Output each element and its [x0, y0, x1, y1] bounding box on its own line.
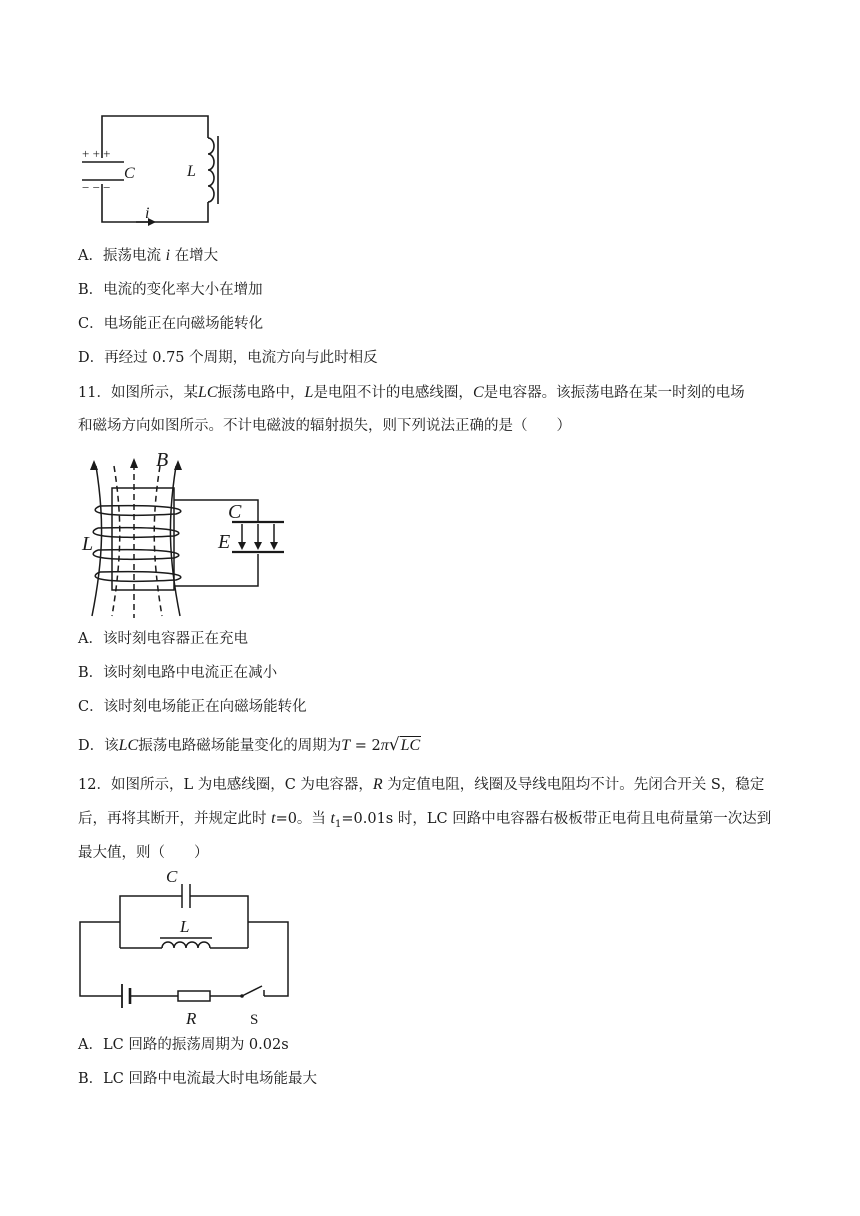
q10-option-b: B．电流的变化率大小在增加	[78, 282, 263, 298]
coil-capacitor-figure-q11	[76, 446, 288, 618]
e-field-label: E	[218, 531, 231, 553]
q12-option-a: A．LC 回路的振荡周期为 0.02s	[78, 1037, 289, 1053]
capacitor-plus-signs: + + +	[82, 146, 111, 161]
q12-stem-line2: 后，再将其断开，并规定此时 t=0。当 $t_1=0.01s$ 时，LC 回路中电容器右极板带正电荷且电荷量第一次达到	[78, 810, 772, 830]
q10-option-c: C．电场能正在向磁场能转化	[78, 316, 264, 332]
capacitor-minus-signs: − − −	[82, 180, 111, 195]
capacitor-label: C	[228, 501, 242, 523]
capacitor-label: C	[166, 868, 178, 886]
current-label: i	[145, 205, 150, 222]
q12-stem-line3: 最大值，则（ ）	[78, 845, 209, 861]
q11-option-d: D．该LC振荡电路磁场能量变化的周期为T = 2π√LC	[78, 735, 421, 755]
option-letter: B．	[78, 1071, 104, 1087]
option-letter: C．	[78, 699, 104, 715]
q12-option-b: B．LC 回路中电流最大时电场能最大	[78, 1071, 317, 1087]
option-letter: A．	[78, 631, 103, 647]
formula-period: T	[341, 737, 351, 754]
inductor-label: L	[82, 533, 94, 555]
question-number: 12．	[78, 777, 111, 793]
q11-option-c: C．该时刻电场能正在向磁场能转化	[78, 699, 307, 715]
capacitor-label: C	[124, 165, 135, 182]
question-number: 11．	[78, 385, 111, 401]
resistor-label: R	[186, 1009, 197, 1026]
q12-stem-line1: 12．如图所示，L 为电感线圈，C 为电容器，R 为定值电阻，线圈及导线电阻均不计。先闭合开关 S，稳定	[78, 776, 765, 793]
switch-label: S	[250, 1012, 259, 1026]
q11-stem-line1: 11．如图所示，某LC振荡电路中，L是电阻不计的电感线圈，C是电容器。该振荡电路在某一时刻的电场	[78, 384, 745, 401]
q10-option-a: A．振荡电流 i 在增大	[78, 247, 219, 264]
option-letter: D．	[78, 738, 105, 754]
option-letter: A．	[78, 248, 103, 264]
q11-option-a: A．该时刻电容器正在充电	[78, 631, 248, 647]
option-letter: B．	[78, 665, 104, 681]
option-letter: D．	[78, 350, 105, 366]
rlc-circuit-figure-q12	[76, 868, 296, 1026]
sqrt-radicand: LC	[400, 737, 421, 754]
b-field-label: B	[156, 449, 169, 471]
option-letter: C．	[78, 316, 104, 332]
sqrt-sign: √	[388, 735, 400, 755]
inductor-label: L	[187, 163, 196, 180]
option-letter: A．	[78, 1037, 103, 1053]
q10-option-d: D．再经过 0.75 个周期，电流方向与此时相反	[78, 350, 378, 366]
inductor-label: L	[180, 917, 190, 936]
lc-circuit-figure-q10	[76, 110, 226, 230]
option-letter: B．	[78, 282, 104, 298]
q11-option-b: B．该时刻电路中电流正在减小	[78, 665, 278, 681]
q11-stem-line2: 和磁场方向如图所示。不计电磁波的辐射损失，则下列说法正确的是（ ）	[78, 418, 571, 434]
